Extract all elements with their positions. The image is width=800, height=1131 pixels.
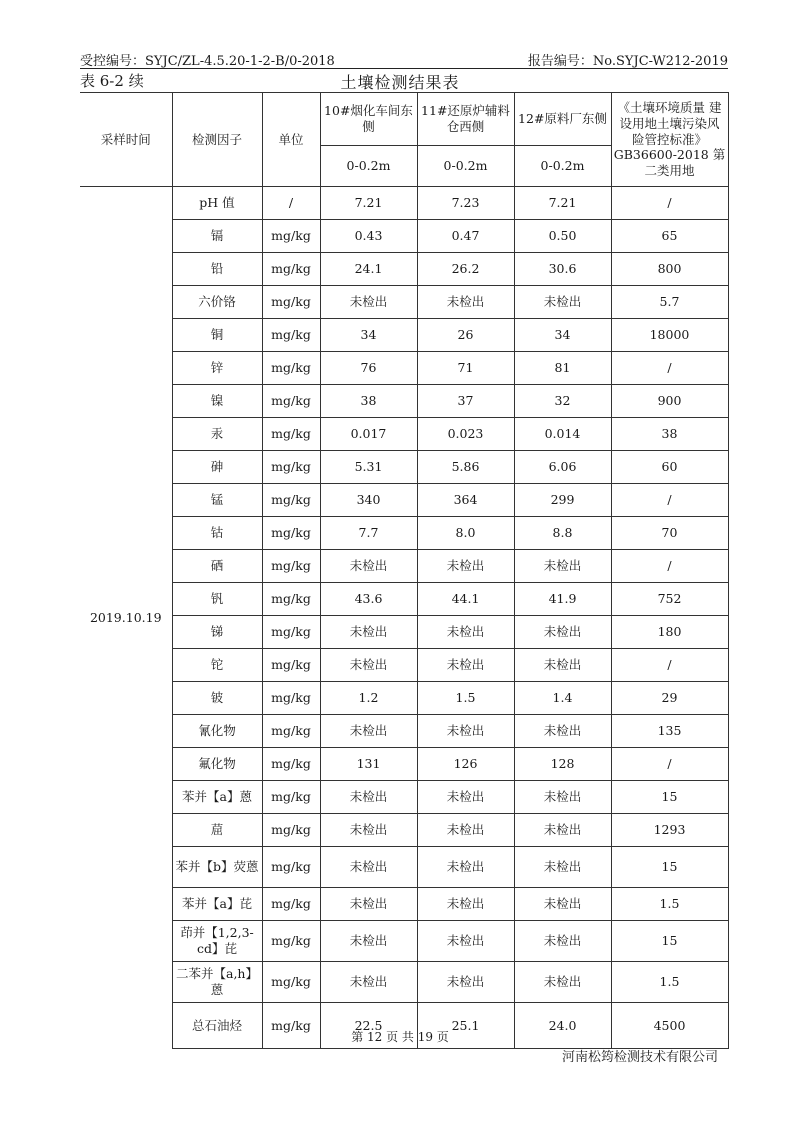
table-title: 土壤检测结果表	[340, 73, 460, 92]
standard-limit: 900	[611, 385, 728, 418]
value-site-11: 25.1	[417, 1003, 514, 1049]
value-site-12: 299	[514, 484, 611, 517]
standard-limit: 18000	[611, 319, 728, 352]
value-site-11: 1.5	[417, 682, 514, 715]
unit-cell: mg/kg	[262, 921, 320, 962]
value-site-11: 7.23	[417, 187, 514, 220]
value-site-11: 5.86	[417, 451, 514, 484]
sample-date: 2019.10.19	[80, 187, 172, 1049]
standard-limit: 15	[611, 921, 728, 962]
factor-cell: 铊	[172, 649, 262, 682]
value-site-11: 71	[417, 352, 514, 385]
value-site-11: 未检出	[417, 649, 514, 682]
factor-cell: 镍	[172, 385, 262, 418]
factor-cell: 茚并【1,2,3-cd】芘	[172, 921, 262, 962]
value-site-11: 8.0	[417, 517, 514, 550]
factor-cell: 铍	[172, 682, 262, 715]
value-site-11: 未检出	[417, 921, 514, 962]
value-site-11: 37	[417, 385, 514, 418]
factor-cell: 锌	[172, 352, 262, 385]
header-site-12: 12#原料厂东侧	[514, 93, 611, 146]
unit-cell: mg/kg	[262, 352, 320, 385]
table-row	[80, 616, 728, 649]
table-row	[80, 187, 728, 220]
value-site-11: 0.023	[417, 418, 514, 451]
unit-cell: mg/kg	[262, 748, 320, 781]
value-site-10: 未检出	[320, 921, 417, 962]
value-site-12: 未检出	[514, 286, 611, 319]
header-standard: 《土壤环境质量 建设用地土壤污染风险管控标准》GB36600-2018 第二类用地	[611, 93, 728, 187]
table-row	[80, 715, 728, 748]
value-site-12: 未检出	[514, 888, 611, 921]
value-site-12: 未检出	[514, 649, 611, 682]
value-site-10: 7.7	[320, 517, 417, 550]
standard-limit: 38	[611, 418, 728, 451]
value-site-12: 128	[514, 748, 611, 781]
value-site-11: 未检出	[417, 888, 514, 921]
factor-cell: 苯并【a】蒽	[172, 781, 262, 814]
factor-cell: 锑	[172, 616, 262, 649]
header-unit: 单位	[262, 93, 320, 187]
value-site-10: 0.017	[320, 418, 417, 451]
value-site-12: 未检出	[514, 814, 611, 847]
value-site-11: 未检出	[417, 550, 514, 583]
standard-limit: 65	[611, 220, 728, 253]
table-row	[80, 451, 728, 484]
value-site-10: 未检出	[320, 286, 417, 319]
page-number: 第 12 页 共 19 页	[351, 1030, 449, 1044]
table-row	[80, 352, 728, 385]
value-site-11: 未检出	[417, 286, 514, 319]
value-site-11: 未检出	[417, 847, 514, 888]
standard-limit: 15	[611, 847, 728, 888]
factor-cell: 钴	[172, 517, 262, 550]
value-site-12: 未检出	[514, 781, 611, 814]
unit-cell: mg/kg	[262, 888, 320, 921]
soil-results-table	[80, 92, 729, 1049]
control-number: 受控编号：SYJC/ZL-4.5.20-1-2-B/0-2018	[80, 54, 335, 69]
factor-cell: 六价铬	[172, 286, 262, 319]
value-site-12: 1.4	[514, 682, 611, 715]
unit-cell: mg/kg	[262, 649, 320, 682]
table-row	[80, 888, 728, 921]
table-row	[80, 847, 728, 888]
unit-cell: mg/kg	[262, 814, 320, 847]
table-row	[80, 517, 728, 550]
value-site-10: 24.1	[320, 253, 417, 286]
value-site-11: 364	[417, 484, 514, 517]
value-site-12: 7.21	[514, 187, 611, 220]
value-site-10: 未检出	[320, 550, 417, 583]
standard-limit: 135	[611, 715, 728, 748]
header-site-10: 10#烟化车间东侧	[320, 93, 417, 146]
header-factor: 检测因子	[172, 93, 262, 187]
table-row	[80, 583, 728, 616]
unit-cell: mg/kg	[262, 550, 320, 583]
table-row	[80, 921, 728, 962]
standard-limit: /	[611, 484, 728, 517]
unit-cell: mg/kg	[262, 220, 320, 253]
standard-limit: 70	[611, 517, 728, 550]
factor-cell: 二苯并【a,h】蒽	[172, 962, 262, 1003]
value-site-12: 30.6	[514, 253, 611, 286]
unit-cell: mg/kg	[262, 319, 320, 352]
table-number: 表 6-2 续	[80, 72, 144, 90]
standard-limit: 29	[611, 682, 728, 715]
value-site-10: 未检出	[320, 781, 417, 814]
standard-limit: 180	[611, 616, 728, 649]
table-row	[80, 319, 728, 352]
standard-limit: /	[611, 187, 728, 220]
standard-limit: 800	[611, 253, 728, 286]
standard-limit: /	[611, 649, 728, 682]
table-row	[80, 682, 728, 715]
table-row	[80, 418, 728, 451]
value-site-11: 0.47	[417, 220, 514, 253]
table-row	[80, 781, 728, 814]
factor-cell: 总石油烃	[172, 1003, 262, 1049]
value-site-10: 7.21	[320, 187, 417, 220]
value-site-10: 未检出	[320, 715, 417, 748]
value-site-12: 未检出	[514, 715, 611, 748]
value-site-11: 未检出	[417, 781, 514, 814]
table-row	[80, 286, 728, 319]
factor-cell: 苯并【b】荧蒽	[172, 847, 262, 888]
unit-cell: mg/kg	[262, 962, 320, 1003]
value-site-10: 未检出	[320, 814, 417, 847]
unit-cell: mg/kg	[262, 1003, 320, 1049]
value-site-11: 未检出	[417, 962, 514, 1003]
table-row	[80, 649, 728, 682]
value-site-11: 26.2	[417, 253, 514, 286]
value-site-10: 未检出	[320, 649, 417, 682]
value-site-10: 340	[320, 484, 417, 517]
value-site-11: 未检出	[417, 616, 514, 649]
factor-cell: 锰	[172, 484, 262, 517]
value-site-10: 未检出	[320, 962, 417, 1003]
header-depth-12: 0-0.2m	[514, 146, 611, 187]
table-row	[80, 484, 728, 517]
table-row	[80, 962, 728, 1003]
header-site-11: 11#还原炉辅料仓西侧	[417, 93, 514, 146]
unit-cell: mg/kg	[262, 418, 320, 451]
value-site-12: 8.8	[514, 517, 611, 550]
unit-cell: mg/kg	[262, 682, 320, 715]
table-row	[80, 748, 728, 781]
factor-cell: 硒	[172, 550, 262, 583]
table-row	[80, 814, 728, 847]
table-row	[80, 550, 728, 583]
unit-cell: mg/kg	[262, 484, 320, 517]
standard-limit: 15	[611, 781, 728, 814]
value-site-12: 32	[514, 385, 611, 418]
value-site-11: 26	[417, 319, 514, 352]
header-depth-10: 0-0.2m	[320, 146, 417, 187]
standard-limit: 752	[611, 583, 728, 616]
value-site-11: 44.1	[417, 583, 514, 616]
unit-cell: mg/kg	[262, 847, 320, 888]
report-number: 报告编号：No.SYJC-W212-2019	[527, 54, 728, 69]
unit-cell: mg/kg	[262, 583, 320, 616]
factor-cell: 汞	[172, 418, 262, 451]
unit-cell: mg/kg	[262, 385, 320, 418]
unit-cell: mg/kg	[262, 451, 320, 484]
standard-limit: 5.7	[611, 286, 728, 319]
value-site-12: 未检出	[514, 847, 611, 888]
factor-cell: 镉	[172, 220, 262, 253]
unit-cell: mg/kg	[262, 517, 320, 550]
value-site-10: 76	[320, 352, 417, 385]
value-site-10: 未检出	[320, 616, 417, 649]
value-site-11: 未检出	[417, 715, 514, 748]
standard-limit: /	[611, 352, 728, 385]
unit-cell: /	[262, 187, 320, 220]
table-row	[80, 253, 728, 286]
factor-cell: 铜	[172, 319, 262, 352]
factor-cell: 氟化物	[172, 748, 262, 781]
value-site-12: 81	[514, 352, 611, 385]
value-site-10: 22.5	[320, 1003, 417, 1049]
standard-limit: /	[611, 550, 728, 583]
unit-cell: mg/kg	[262, 616, 320, 649]
standard-limit: 1.5	[611, 962, 728, 1003]
value-site-12: 34	[514, 319, 611, 352]
value-site-12: 未检出	[514, 616, 611, 649]
standard-limit: /	[611, 748, 728, 781]
value-site-12: 0.50	[514, 220, 611, 253]
header-depth-11: 0-0.2m	[417, 146, 514, 187]
standard-limit: 1293	[611, 814, 728, 847]
value-site-11: 未检出	[417, 814, 514, 847]
unit-cell: mg/kg	[262, 253, 320, 286]
factor-cell: 砷	[172, 451, 262, 484]
factor-cell: 铅	[172, 253, 262, 286]
factor-cell: 钒	[172, 583, 262, 616]
table-row	[80, 385, 728, 418]
unit-cell: mg/kg	[262, 715, 320, 748]
value-site-10: 5.31	[320, 451, 417, 484]
value-site-12: 41.9	[514, 583, 611, 616]
value-site-10: 34	[320, 319, 417, 352]
value-site-10: 43.6	[320, 583, 417, 616]
standard-limit: 4500	[611, 1003, 728, 1049]
value-site-10: 1.2	[320, 682, 417, 715]
value-site-12: 未检出	[514, 921, 611, 962]
value-site-12: 24.0	[514, 1003, 611, 1049]
unit-cell: mg/kg	[262, 781, 320, 814]
factor-cell: 氰化物	[172, 715, 262, 748]
standard-limit: 60	[611, 451, 728, 484]
table-row	[80, 220, 728, 253]
value-site-12: 未检出	[514, 550, 611, 583]
header-divider	[80, 68, 728, 69]
factor-cell: 䓛	[172, 814, 262, 847]
value-site-10: 38	[320, 385, 417, 418]
value-site-11: 126	[417, 748, 514, 781]
value-site-12: 6.06	[514, 451, 611, 484]
value-site-10: 未检出	[320, 847, 417, 888]
value-site-10: 0.43	[320, 220, 417, 253]
unit-cell: mg/kg	[262, 286, 320, 319]
value-site-10: 131	[320, 748, 417, 781]
value-site-12: 0.014	[514, 418, 611, 451]
header-sample-time: 采样时间	[80, 93, 172, 187]
value-site-10: 未检出	[320, 888, 417, 921]
value-site-12: 未检出	[514, 962, 611, 1003]
factor-cell: pH 值	[172, 187, 262, 220]
company-name: 河南松筠检测技术有限公司	[561, 1050, 718, 1065]
factor-cell: 苯并【a】芘	[172, 888, 262, 921]
standard-limit: 1.5	[611, 888, 728, 921]
